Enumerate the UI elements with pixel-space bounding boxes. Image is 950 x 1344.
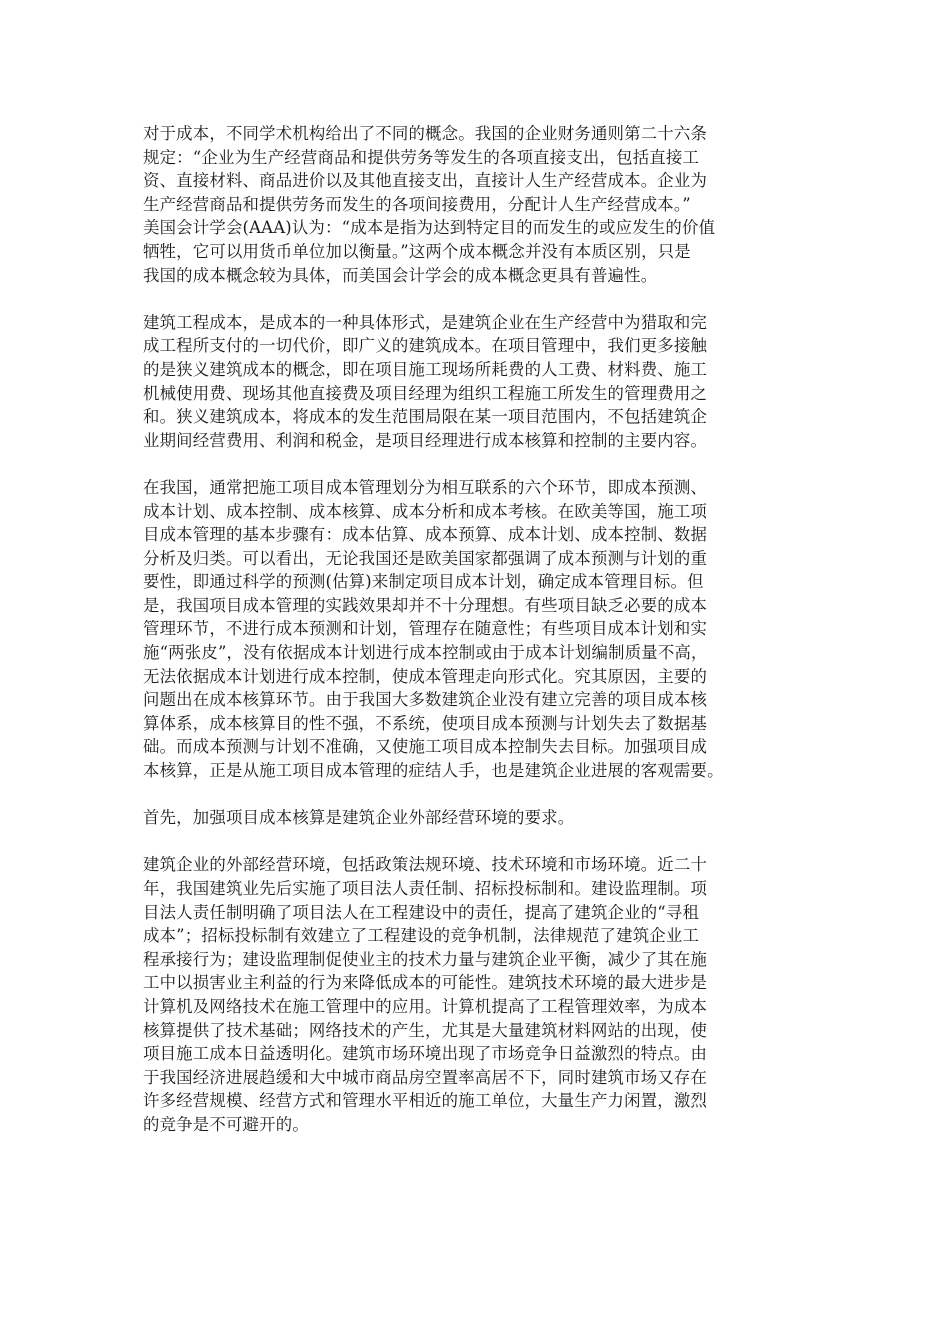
paragraph-external-environment: 建筑企业的外部经营环境，包括政策法规环境、技术环境和市场环境。近二十 年，我国建筑业先后实施了项目法人责任制、招标投标制和。建设监理制。项 目法人责任制明确了项目法人在工程建设中的责任，提高了建筑企业的“寻租 成本”；招标投标制有效建立了工程建设的竞争机制，法律规范了建筑企业工 程承接行为；建设监理制促使业主的技术力量与建筑企业平衡，减少了其在施 工中以损害业主利益的行为来降低成本的可能性。建筑技术环境的最大进步是 计算机及网络技术在施工管理中的应用。计算机提高了工程管理效率，为成本 核算提供了技术基础；网络技术的产生，尤其是大量建筑材料网站的出现，使 项目施工成本日益透明化。建筑市场环境出现了市场竞争日益激烈的特点。由 于我国经济进展趋缓和大中城市商品房空置率高居不下，同时建筑市场又存在 许多经营规模、经营方式和管理水平相近的施工单位，大量生产力闲置，激烈 的竞争是不可避开的。 (143, 855, 708, 1134)
document-body (143, 122, 813, 1137)
paragraph-first-point: 首先，加强项目成本核算是建筑企业外部经营环境的要求。 (143, 808, 575, 828)
paragraph-cost-management-steps: 在我国，通常把施工项目成本管理划分为相互联系的六个环节，即成本预测、 成本计划、成本控制、成本核算、成本分析和成本考核。在欧美等国，施工项 目成本管理的基本步骤有：成本估算、成本预算、成本计划、成本控制、数据 分析及归类。可以看出，无论我国还是欧美国家都强调了成本预测与计划的重 要性，即通过科学的预测(估算)来制定项目成本计划，确定成本管理目标。但 是，我国项目成本管理的实践效果却并不十分理想。有些项目缺乏必要的成本 管理环节，不进行成本预测和计划，管理存在随意性；有些项目成本计划和实 施“两张皮”，没有依据成本计划进行成本控制或由于成本计划编制质量不高， 无法依据成本计划进行成本控制，使成本管理走向形式化。究其原因，主要的 问题出在成本核算环节。由于我国大多数建筑企业没有建立完善的项目成本核 算体系，成本核算目的性不强，不系统，使项目成本预测与计划失去了数据基 础。而成本预测与计划不准确，又使施工项目成本控制失去目标。加强项目成 本核算，正是从施工项目成本管理的症结人手，也是建筑企业进展的客观需要。 (143, 477, 724, 781)
paragraph-cost-definitions: 对于成本，不同学术机构给出了不同的概念。我国的企业财务通则第二十六条 规定：“企业为生产经营商品和提供劳务等发生的各项直接支出，包括直接工 资、直接材料、商品进价以及其他直接支出，直接计人生产经营成本。企业为 生产经营商品和提供劳务而发生的各项间接费用，分配计人生产经营成本。” 美国会计学会(AAA)认为：“成本是指为达到特定目的而发生的或应发生的价值 牺牲，它可以用货币单位加以衡量。”这两个成本概念并没有本质区别，只是 我国的成本概念较为具体，而美国会计学会的成本概念更具有普遍性。 (143, 124, 716, 285)
paragraph-spacer (143, 783, 813, 807)
paragraph-spacer (143, 287, 813, 311)
paragraph-construction-cost: 建筑工程成本，是成本的一种具体形式，是建筑企业在生产经营中为猎取和完 成工程所支付的一切代价，即广义的建筑成本。在项目管理中，我们更多接触 的是狭义建筑成本的概念，即在项目施工现场所耗费的人工费、材料费、施工 机械使用费、现场其他直接费及项目经理为组织工程施工所发生的管理费用之 和。狭义建筑成本，将成本的发生范围局限在某一项目范围内，不包括建筑企 业期间经营费用、利润和税金，是项目经理进行成本核算和控制的主要内容。 (143, 312, 708, 450)
paragraph-spacer (143, 830, 813, 854)
paragraph-spacer (143, 452, 813, 476)
